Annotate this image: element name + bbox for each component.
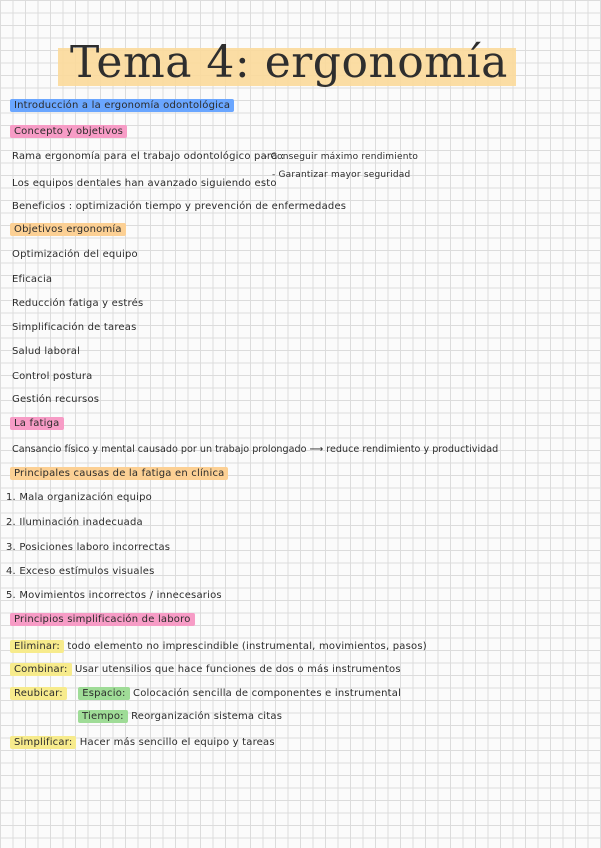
fatiga-heading: La fatiga — [10, 417, 64, 430]
simplificar-label: Simplificar: — [10, 736, 76, 749]
causa-item-4: 4. Exceso estímulos visuales — [6, 566, 155, 577]
combinar-text: Usar utensilios que hace funciones de dos o más instrumentos — [74, 664, 401, 675]
objetivos-heading: Objetivos ergonomía — [10, 223, 126, 236]
eliminar-text: todo elemento no imprescindible (instrumental, movimientos, pasos) — [67, 641, 427, 652]
objetivo-item-6: Control postura — [12, 371, 93, 382]
section-principios — [10, 613, 195, 627]
section-intro — [10, 99, 234, 113]
tiempo-text: Reorganización sistema citas — [131, 711, 283, 722]
section-objetivos — [10, 223, 126, 237]
eliminar-line — [10, 640, 427, 654]
principios-heading: Principios simplificación de laboro — [10, 613, 195, 626]
section-concepto — [10, 125, 127, 139]
combinar-label: Combinar: — [10, 663, 72, 676]
simplificar-line — [10, 736, 275, 750]
rama-line: Rama ergonomía para el trabajo odontológico para : — [12, 151, 285, 162]
objetivo-item-5: Salud laboral — [12, 346, 81, 357]
causa-item-2: 2. Iluminación inadecuada — [6, 517, 143, 528]
cansancio-line: Cansancio físico y mental causado por un trabajo prolongado ⟶ reduce rendimiento y productividad — [12, 444, 499, 455]
eliminar-label: Eliminar: — [10, 640, 64, 653]
concepto-heading: Concepto y objetivos — [10, 125, 127, 138]
espacio-label: Espacio: — [78, 687, 129, 700]
tiempo-label: Tiempo: — [78, 710, 128, 723]
objetivo-item-2: Eficacia — [12, 274, 53, 285]
garantizar-line: - Garantizar mayor seguridad — [272, 170, 411, 180]
combinar-line — [10, 663, 401, 677]
reubicar-line — [10, 687, 401, 701]
simplificar-text: Hacer más sencillo el equipo y tareas — [79, 737, 275, 748]
causas-heading: Principales causas de la fatiga en clínica — [10, 467, 228, 480]
title-text: Tema 4: ergonomía — [70, 37, 508, 88]
causa-item-1: 1. Mala organización equipo — [6, 492, 152, 503]
beneficios-line: Beneficios : optimización tiempo y prevención de enfermedades — [12, 201, 347, 212]
intro-heading: Introducción a la ergonomía odontológica — [10, 99, 234, 112]
section-causas — [10, 467, 228, 481]
equipos-line: Los equipos dentales han avanzado siguiendo esto — [12, 178, 277, 189]
causa-item-3: 3. Posiciones laboro incorrectas — [6, 542, 171, 553]
section-fatiga — [10, 417, 64, 431]
objetivo-item-3: Reducción fatiga y estrés — [12, 298, 144, 309]
objetivo-item-1: Optimización del equipo — [12, 249, 138, 260]
espacio-text: Colocación sencilla de componentes e instrumental — [133, 688, 402, 699]
objetivo-item-7: Gestión recursos — [12, 394, 100, 405]
page-title — [58, 38, 508, 88]
conseguir-line: - Conseguir máximo rendimiento — [264, 152, 419, 162]
tiempo-line — [78, 710, 282, 724]
causa-item-5: 5. Movimientos incorrectos / innecesarios — [6, 590, 222, 601]
reubicar-label: Reubicar: — [10, 687, 67, 700]
objetivo-item-4: Simplificación de tareas — [12, 322, 137, 333]
